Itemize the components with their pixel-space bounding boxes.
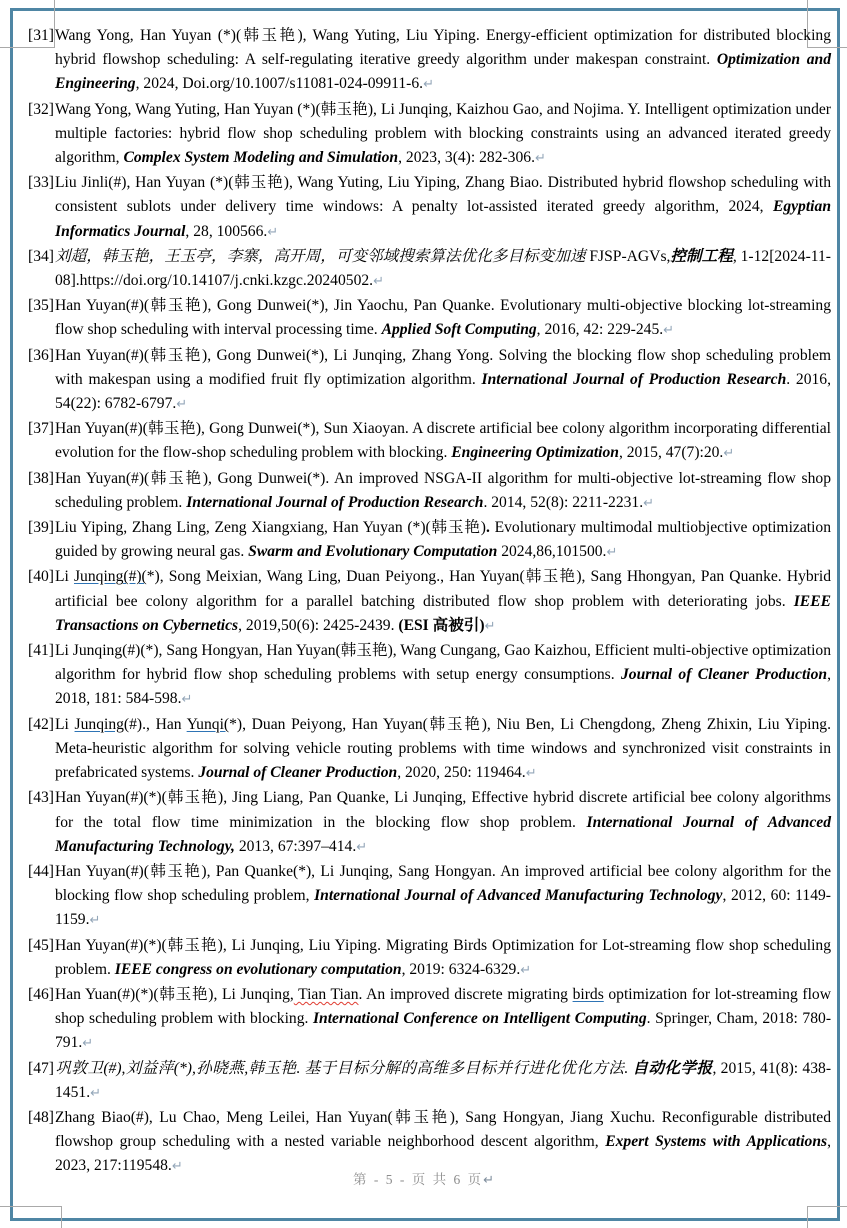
paragraph-return-mark: ↵ (534, 151, 546, 167)
paragraph-return-mark: ↵ (663, 323, 675, 339)
reference-number: [48] (28, 1108, 54, 1126)
reference-text-segment: International Journal of Advanced Manufacturing Technology, (55, 813, 831, 855)
reference-text-segment: Wang Yong, Han Yuyan (*)(韩玉艳), Wang Yuting, Liu Yiping. Energy-efficient optimization for distributed blocking hybrid flowshop scheduling: A self-regulating iterative greedy algorithm under makespan constraint. (55, 27, 831, 69)
reference-item (28, 983, 831, 1057)
reference-item (28, 639, 831, 713)
reference-item (28, 713, 831, 787)
reference-item (28, 171, 831, 245)
reference-number: [46] (28, 985, 54, 1003)
reference-number: [47] (28, 1059, 54, 1077)
reference-text-segment: , 2018, 181: 584-598. (55, 666, 831, 708)
page-footer (0, 1168, 847, 1188)
reference-number: [39] (28, 519, 54, 537)
reference-item (28, 786, 831, 860)
paragraph-return-mark: ↵ (525, 766, 537, 782)
reference-text-segment: 2024,86,101500. (497, 543, 607, 561)
reference-text-segment: . 2014, 52(8): 2211-2231. (483, 493, 644, 511)
reference-text-segment: , 2024, Doi.org/10.1007/s11081-024-09911-6. (135, 75, 424, 93)
reference-text-segment: Egyptian Informatics Journal (55, 198, 831, 240)
reference-text-segment: Han Yuyan(#)(韩玉艳), Gong Dunwei(*), Li Junqing, Zhang Yong. Solving the blocking flow shop scheduling problem with makespan using a modified fruit fly optimization algorithm. (55, 346, 831, 388)
reference-text-segment: Engineering Optimization (451, 444, 619, 462)
reference-item (28, 417, 831, 466)
reference-item (28, 516, 831, 565)
reference-text-segment: , 2019,50(6): 2425-2439. (238, 616, 399, 634)
reference-number: [32] (28, 100, 54, 118)
reference-number: [34] (28, 247, 54, 265)
reference-text-segment: . An improved discrete migrating (358, 985, 573, 1003)
reference-text-segment: 刘超，韩玉艳，王玉亭，李寨，高开周，可变邻域搜索算法优化多目标变加速 (55, 247, 586, 265)
paragraph-return-mark: ↵ (89, 913, 101, 929)
reference-text-segment: *), Duan Peiyong, Han Yuyan(韩玉艳), Niu Ben, Li Chengdong, Zheng Zhixin, Liu Yiping. Meta-heuristic algorithm for solving vehicle routing problems with time windows and synchronized visit constraints in prefabricated systems. (55, 715, 831, 782)
reference-text-segment: 巩敦卫(#),刘益萍(*),孙晓燕,韩玉艳. 基于目标分解的高维多目标并行进化优化方法. (55, 1059, 633, 1077)
reference-text-segment: 控制工程 (670, 247, 733, 265)
reference-text-segment: 自动化学报 (632, 1059, 713, 1077)
reference-item (28, 467, 831, 516)
reference-text-segment: Liu Jinli(#), Han Yuyan (*)(韩玉艳), Wang Yuting, Liu Yiping, Zhang Biao. Distributed hybrid flowshop scheduling with consistent sublots under delivery time windows: A penalty lot-assisted iterated greedy algorithm, 2024, (55, 174, 831, 216)
reference-text-segment: Han Yuyan(#)(韩玉艳), Gong Dunwei(*). An improved NSGA-II algorithm for multi-objective lot-streaming flow shop scheduling problem. (55, 469, 831, 511)
paragraph-return-mark: ↵ (606, 545, 618, 561)
reference-text-segment: . Springer, Cham, 2018: 780-791. (55, 1010, 832, 1052)
reference-text-segment: (#)., Han (123, 715, 187, 733)
reference-list (28, 24, 831, 1180)
reference-text-segment: Han Yuyan(#)(*)(韩玉艳), Li Junqing, Liu Yiping. Migrating Birds Optimization for Lot-streaming flow shop scheduling problem. (55, 936, 831, 978)
reference-text-segment: Applied Soft Computing (381, 321, 537, 339)
reference-text-segment: Han Yuan(#)(*)(韩玉艳), Li Junqing, (55, 985, 294, 1003)
reference-item (28, 934, 831, 983)
reference-text-segment: Swarm and Evolutionary Computation (248, 543, 498, 561)
reference-text-segment: International Journal of Production Research (481, 370, 787, 388)
reference-text-segment: Liu Yiping, Zhang Ling, Zeng Xiangxiang, Han Yuyan (*)(韩玉艳) (55, 519, 486, 537)
reference-text-segment: Junqing (74, 715, 124, 733)
reference-text-segment: Han Yuyan(#)(韩玉艳), Gong Dunwei(*), Jin Yaochu, Pan Quanke. Evolutionary multi-objective blocking lot-streaming flow shop scheduling with interval processing time. (55, 297, 831, 339)
reference-item (28, 294, 831, 343)
reference-item (28, 344, 831, 418)
reference-item (28, 24, 831, 98)
page-number-text: 第 - 5 - 页 共 6 页 (352, 1172, 484, 1187)
paragraph-return-mark: ↵ (373, 274, 384, 290)
reference-text-segment: FJSP-AGVs, (585, 247, 671, 265)
reference-text-segment: 2013, 67:397–414. (234, 837, 357, 855)
reference-text-segment: . 2016, 54(22): 6782-6797. (55, 370, 832, 413)
reference-number: [36] (28, 346, 54, 364)
paragraph-return-mark: ↵ (520, 962, 532, 978)
paragraph-return-mark: ↵ (171, 1159, 183, 1175)
reference-number: [41] (28, 642, 54, 660)
reference-number: [40] (28, 568, 54, 586)
paragraph-return-mark: ↵ (643, 495, 655, 511)
reference-number: [33] (28, 174, 54, 192)
paragraph-return-mark: ↵ (181, 692, 193, 708)
reference-item (28, 860, 831, 934)
reference-text-segment: Expert Systems with Applications (605, 1133, 828, 1151)
reference-text-segment: Han Yuyan(#)(*)(韩玉艳), Jing Liang, Pan Quanke, Li Junqing, Effective hybrid discrete artificial bee colony algorithms for the total flow time minimization in the blocking flow shop problem. (55, 789, 831, 831)
paragraph-return-mark: ↵ (484, 618, 496, 634)
paragraph-return-mark: ↵ (423, 77, 434, 93)
reference-text-segment: , 1-12[2024-11-08].https://doi.org/10.14107/j.cnki.kzgc.20240502. (55, 247, 831, 290)
text-boundary-mark-bottom-right (807, 1206, 847, 1228)
reference-text-segment: Evolutionary multimodal multiobjective optimization guided by growing neural gas. (55, 519, 831, 561)
paragraph-return-mark: ↵ (90, 1085, 101, 1101)
paragraph-return-mark: ↵ (723, 446, 735, 462)
reference-text-segment: Journal of Cleaner Production (198, 764, 398, 782)
paragraph-return-mark: ↵ (82, 1036, 94, 1052)
reference-text-segment: Optimization and Engineering (55, 51, 831, 93)
reference-text-segment: *), Song Meixian, Wang Ling, Duan Peiyong., Han Yuyan(韩玉艳), Sang Hhongyan, Pan Quanke. Hybrid artificial bee colony algorithm for a parallel batching distributed flow shop problem with deteriorating jobs. (55, 568, 831, 610)
reference-text-segment: International Conference on Intelligent Computing (312, 1010, 647, 1028)
reference-text-segment: , 2016, 42: 229-245. (536, 321, 664, 339)
paragraph-return-mark: ↵ (267, 224, 279, 240)
reference-number: [44] (28, 862, 54, 880)
reference-number: [42] (28, 715, 54, 733)
reference-text-segment: Complex System Modeling and Simulation (123, 149, 399, 167)
reference-number: [35] (28, 297, 54, 315)
reference-text-segment: Tian Tian (293, 985, 359, 1003)
reference-text-segment: IEEE Transactions on Cybernetics (55, 592, 831, 634)
text-boundary-mark-bottom-left (0, 1206, 62, 1228)
reference-number: [31] (28, 27, 54, 44)
reference-item (28, 245, 831, 294)
reference-text-segment: birds (572, 985, 604, 1003)
reference-text-segment: , 2020, 250: 119464. (397, 764, 526, 782)
reference-number: [38] (28, 469, 54, 487)
reference-number: [37] (28, 420, 54, 438)
reference-item (28, 1057, 831, 1106)
paragraph-return-mark: ↵ (176, 397, 188, 413)
reference-text-segment: (ESI 高被引) (398, 616, 485, 634)
reference-text-segment: Yunqi( (186, 715, 230, 733)
reference-item (28, 565, 831, 639)
reference-text-segment: Zhang Biao(#), Lu Chao, Meng Leilei, Han Yuyan(韩玉艳), Sang Hongyan, Jiang Xuchu. Reconfigurable distributed flowshop group scheduling with a nested variable neighborhood descent algorithm, (55, 1108, 831, 1151)
reference-text-segment: International Journal of Production Research (186, 493, 484, 511)
reference-text-segment: optimization for lot-streaming flow shop scheduling problem with blocking. (55, 985, 831, 1028)
reference-text-segment: Li Junqing(#)(*), Sang Hongyan, Han Yuyan(韩玉艳), Wang Cungang, Gao Kaizhou, Efficient multi-objective optimization algorithm for hybrid flow shop scheduling problems with setup energy consumptions. (55, 642, 831, 684)
reference-text-segment: , 2023, 217:119548. (55, 1133, 831, 1175)
reference-text-segment: Journal of Cleaner Production (620, 666, 828, 684)
reference-text-segment: , 2019: 6324-6329. (401, 960, 521, 978)
reference-text-segment: Wang Yong, Wang Yuting, Han Yuyan (*)(韩玉艳), Li Junqing, Kaizhou Gao, and Nojima. Y. Intelligent optimization under multiple factories: hybrid flow shop scheduling problem with blocking constraints using an advanced iterated greedy algorithm, (55, 100, 831, 167)
reference-number: [45] (28, 936, 54, 954)
paragraph-return-mark: ↵ (483, 1173, 495, 1188)
reference-text-segment: Li (55, 568, 74, 586)
reference-number: [43] (28, 789, 54, 807)
reference-text-segment: , 2023, 3(4): 282-306. (398, 149, 535, 167)
reference-text-segment: , 2015, 47(7):20. (618, 444, 724, 462)
paragraph-return-mark: ↵ (356, 839, 368, 855)
reference-text-segment: Junqing(#)( (73, 568, 147, 586)
reference-text-segment: . (485, 519, 490, 537)
reference-text-segment: , 2015, 41(8): 438-1451. (55, 1059, 832, 1101)
reference-text-segment: , 28, 100566. (185, 222, 268, 240)
reference-text-segment: IEEE congress on evolutionary computation (114, 960, 402, 978)
reference-text-segment: International Journal of Advanced Manufacturing Technology (314, 887, 723, 905)
reference-text-segment: , 2012, 60: 1149-1159. (55, 887, 831, 929)
reference-text-segment: Han Yuyan(#)(韩玉艳), Gong Dunwei(*), Sun Xiaoyan. A discrete artificial bee colony algorithm incorporating differential evolution for the flow-shop scheduling problem with blocking. (55, 420, 831, 462)
reference-item (28, 98, 831, 172)
reference-text-segment: Han Yuyan(#)(韩玉艳), Pan Quanke(*), Li Junqing, Sang Hongyan. An improved artificial bee colony algorithm for the blocking flow shop scheduling problem, (55, 862, 831, 905)
reference-text-segment: Li (55, 715, 75, 733)
